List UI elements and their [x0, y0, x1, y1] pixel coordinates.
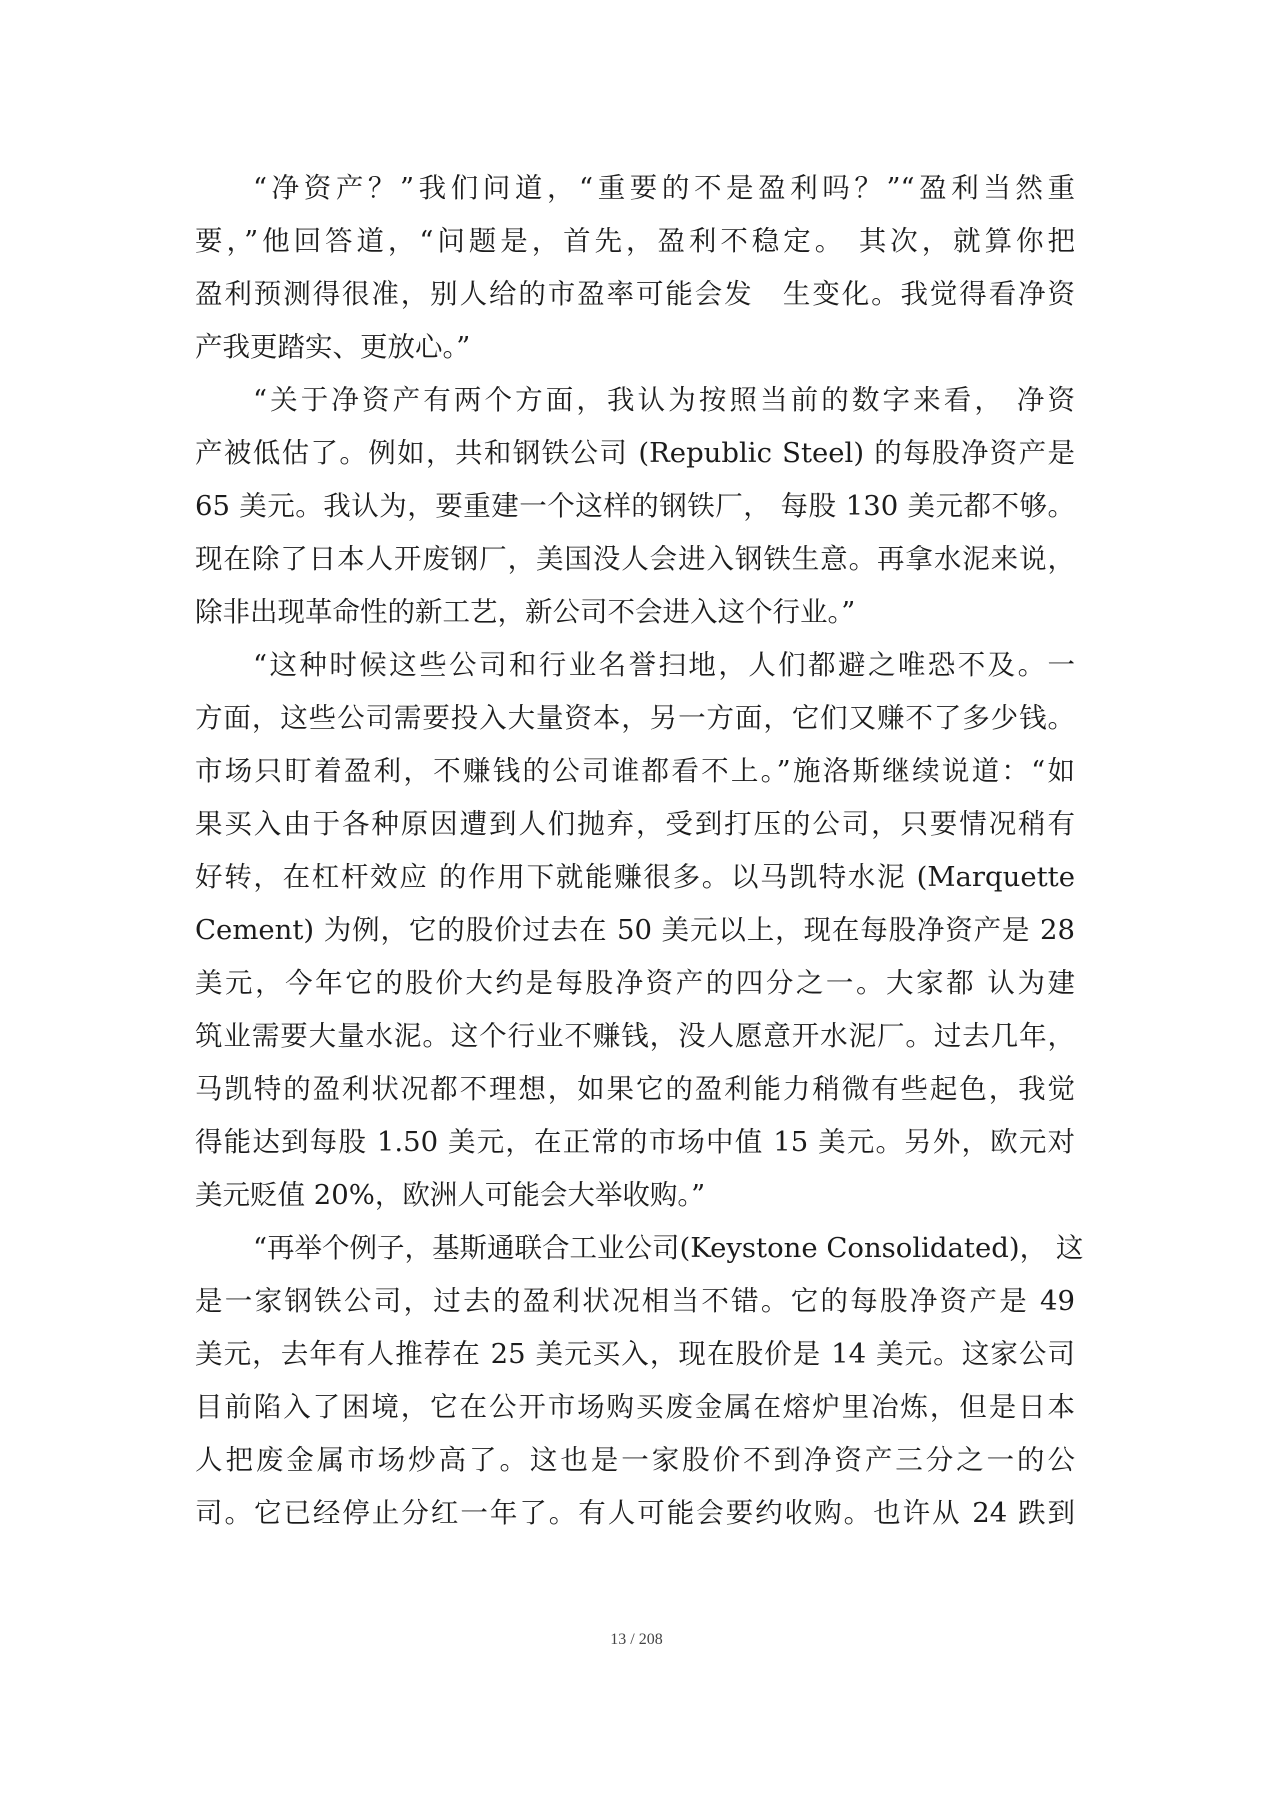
text-line: 人把废金属市场炒高了。这也是一家股价不到净资产三分之一的公 — [195, 1444, 1075, 1476]
text-line: 产我更踏实、更放心。” — [195, 331, 471, 363]
page-number: 13 / 208 — [610, 1631, 663, 1648]
paragraph-4 — [195, 1222, 1084, 1540]
text-line: 司。它已经停止分红一年了。有人可能会要约收购。也许从 24 跌到 — [195, 1497, 1075, 1529]
text-line: 得能达到每股 1.50 美元，在正常的市场中值 15 美元。另外，欧元对 — [195, 1126, 1075, 1158]
text-line: 盈利预测得很准，别人给的市盈率可能会发 生变化。我觉得看净资 — [195, 278, 1075, 310]
text-line: 美元，去年有人推荐在 25 美元买入，现在股价是 14 美元。这家公司 — [195, 1338, 1075, 1370]
paragraph-3 — [195, 639, 1075, 1222]
text-line: 要，”他回答道，“问题是，首先，盈利不稳定。 其次，就算你把 — [195, 225, 1075, 257]
text-line: 目前陷入了困境，它在公开市场购买废金属在熔炉里冶炼，但是日本 — [195, 1391, 1075, 1423]
text-line: Cement) 为例，它的股价过去在 50 美元以上，现在每股净资产是 28 — [195, 914, 1075, 946]
text-line: “净资产？”我们问道，“重要的不是盈利吗？”“盈利当然重 — [253, 172, 1075, 204]
paragraph-2 — [195, 374, 1075, 639]
text-line: 方面，这些公司需要投入大量资本，另一方面，它们又赚不了多少钱。 — [195, 702, 1075, 734]
text-line: 好转，在杠杆效应 的作用下就能赚很多。以马凯特水泥 (Marquette — [195, 861, 1075, 893]
text-line: 果买入由于各种原因遭到人们抛弃，受到打压的公司，只要情况稍有 — [195, 808, 1075, 840]
text-line: 市场只盯着盈利，不赚钱的公司谁都看不上。”施洛斯继续说道：“如 — [195, 755, 1075, 787]
text-line: 是一家钢铁公司，过去的盈利状况相当不错。它的每股净资产是 49 — [195, 1285, 1075, 1317]
text-line: “关于净资产有两个方面，我认为按照当前的数字来看， 净资 — [253, 384, 1075, 416]
text-line: 产被低估了。例如，共和钢铁公司 (Republic Steel) 的每股净资产是 — [195, 437, 1075, 469]
text-line: 马凯特的盈利状况都不理想，如果它的盈利能力稍微有些起色，我觉 — [195, 1073, 1075, 1105]
text-line: 美元贬值 20%，欧洲人可能会大举收购。” — [195, 1179, 706, 1211]
body-text — [195, 162, 1084, 1540]
text-line: 65 美元。我认为，要重建一个这样的钢铁厂， 每股 130 美元都不够。 — [195, 490, 1075, 522]
text-line: 除非出现革命性的新工艺，新公司不会进入这个行业。” — [195, 596, 856, 628]
text-line: 美元，今年它的股价大约是每股净资产的四分之一。大家都 认为建 — [195, 967, 1075, 999]
text-line: “这种时候这些公司和行业名誉扫地，人们都避之唯恐不及。一 — [253, 649, 1075, 681]
text-line: 现在除了日本人开废钢厂，美国没人会进入钢铁生意。再拿水泥来说， — [195, 543, 1075, 575]
paragraph-1 — [195, 162, 1075, 374]
text-line: “再举个例子，基斯通联合工业公司(Keystone Consolidated)， 这 — [253, 1232, 1084, 1264]
text-line: 筑业需要大量水泥。这个行业不赚钱，没人愿意开水泥厂。过去几年， — [195, 1020, 1075, 1052]
